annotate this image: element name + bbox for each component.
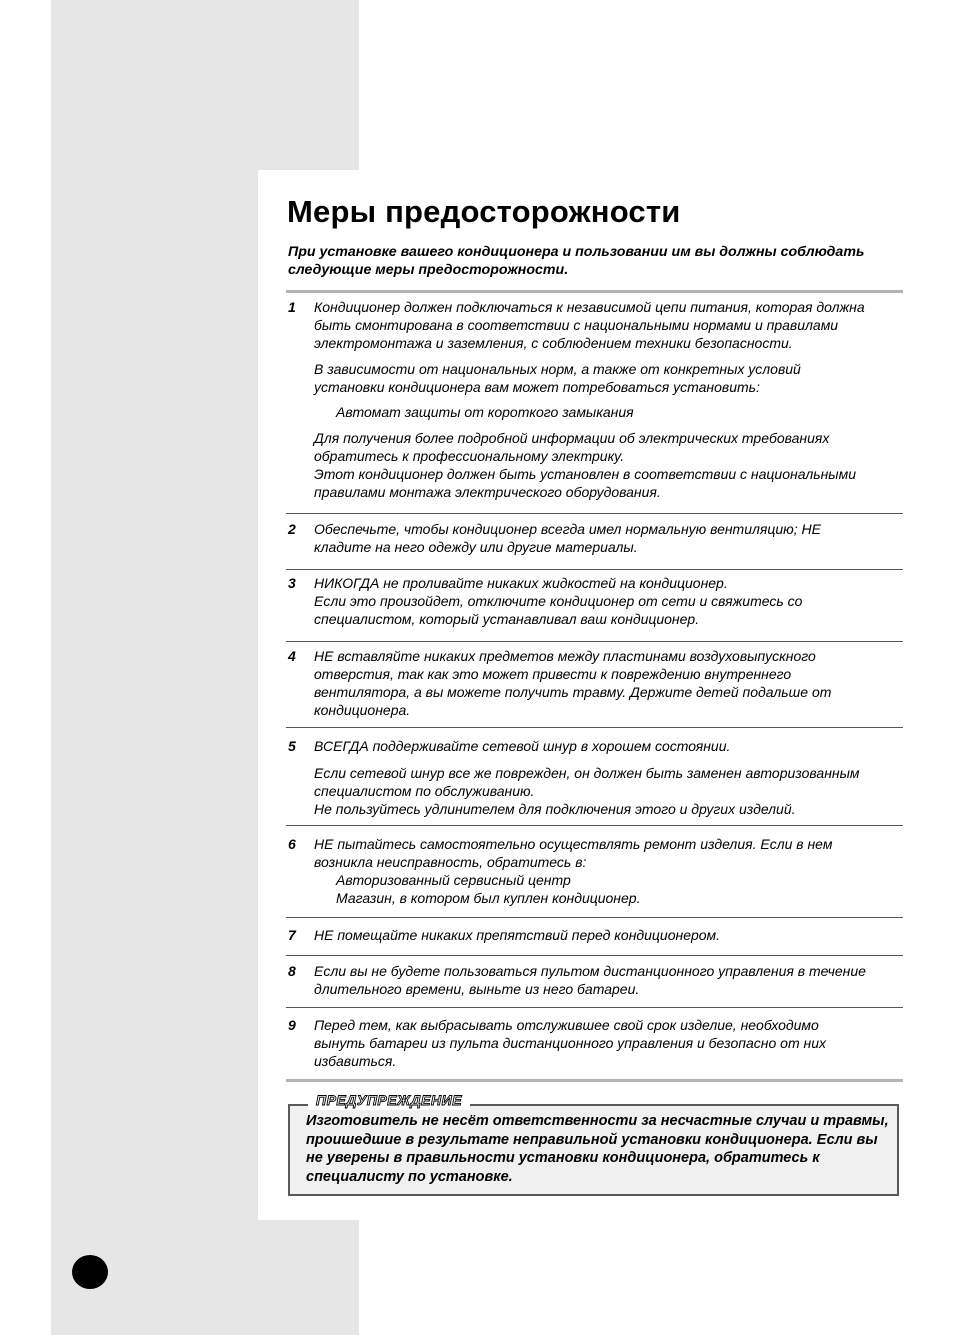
item-paragraph: Перед тем, как выбрасывать отслужившее свой срок изделие, необходимо вынуть батареи из пульта дистанционного управления и безопасно от них избавиться. xyxy=(314,1017,826,1069)
item-number: 1 xyxy=(288,299,296,315)
item-number: 4 xyxy=(288,648,296,664)
warning-text: Изготовитель не несёт ответственности за несчастные случаи и травмы, проишедшие в результате неправильной установки кондиционера. Если вы не уверены в правильности установки кондиционера, обратитесь к специалисту по установке. xyxy=(306,1113,889,1185)
item-number: 6 xyxy=(288,836,296,852)
divider xyxy=(286,641,903,642)
divider xyxy=(286,727,903,728)
divider xyxy=(286,955,903,956)
item-paragraph: Обеспечьте, чтобы кондиционер всегда имел нормальную вентиляцию; НЕ кладите на него одежду или другие материалы. xyxy=(314,521,821,555)
page-title: Меры предосторожности xyxy=(287,194,681,229)
top-divider xyxy=(286,290,903,293)
item-subpoint: Автомат защиты от короткого замыкания xyxy=(336,404,634,420)
divider xyxy=(286,917,903,918)
divider xyxy=(286,569,903,570)
item-paragraph: НЕ вставляйте никаких предметов между пластинами воздуховыпускного отверстия, так как это может привести к повреждению внутреннего вентилятора, а вы можете получить травму. Держите детей подальше от кондиционера. xyxy=(314,648,832,718)
warning-label: ПРЕДУПРЕЖДЕНИЕ xyxy=(308,1090,470,1110)
bottom-divider xyxy=(286,1079,903,1082)
item-paragraph: ВСЕГДА поддерживайте сетевой шнур в хорошем состоянии. xyxy=(314,738,731,754)
item-paragraph: Кондиционер должен подключаться к независимой цепи питания, которая должна быть смонтирована в соответствии с национальными нормами и правилами электромонтажа и заземления, с соблюдением техники безопасности. xyxy=(314,299,865,351)
item-paragraph: Если сетевой шнур все же поврежден, он должен быть заменен авторизованным специалистом по обслуживанию. Не пользуйтесь удлинителем для подключения этого и других изделий. xyxy=(314,765,860,817)
item-number: 9 xyxy=(288,1017,296,1033)
divider xyxy=(286,825,903,826)
item-number: 3 xyxy=(288,575,296,591)
item-number: 8 xyxy=(288,963,296,979)
item-number: 5 xyxy=(288,738,296,754)
item-subpoint: Авторизованный сервисный центр Магазин, в котором был куплен кондиционер. xyxy=(336,872,641,906)
item-paragraph: НИКОГДА не проливайте никаких жидкостей на кондиционер. Если это произойдет, отключите кондиционер от сети и свяжитесь со специалистом, который устанавливал ваш кондиционер. xyxy=(314,575,803,627)
item-number: 2 xyxy=(288,521,296,537)
intro-text: При установке вашего кондиционера и пользовании им вы должны соблюдать следующие меры предосторожности. xyxy=(288,244,865,278)
item-paragraph: НЕ пытайтесь самостоятельно осуществлять ремонт изделия. Если в нем возникла неисправность, обратитесь в: xyxy=(314,836,833,870)
item-paragraph: В зависимости от национальных норм, а также от конкретных условий установки кондиционера вам может потребоваться установить: xyxy=(314,361,801,395)
item-paragraph: НЕ помещайте никаких препятствий перед кондиционером. xyxy=(314,927,721,943)
page-marker-dot xyxy=(72,1255,108,1289)
item-paragraph: Для получения более подробной информации об электрических требованиях обратитесь к профессиональному электрику. Этот кондиционер должен быть установлен в соответствии с национальными правилами монтажа электрического оборудования. xyxy=(314,430,856,500)
item-number: 7 xyxy=(288,927,296,943)
divider xyxy=(286,1007,903,1008)
item-paragraph: Если вы не будете пользоваться пультом дистанционного управления в течение длительного времени, выньте из него батареи. xyxy=(314,963,866,997)
divider xyxy=(286,513,903,514)
